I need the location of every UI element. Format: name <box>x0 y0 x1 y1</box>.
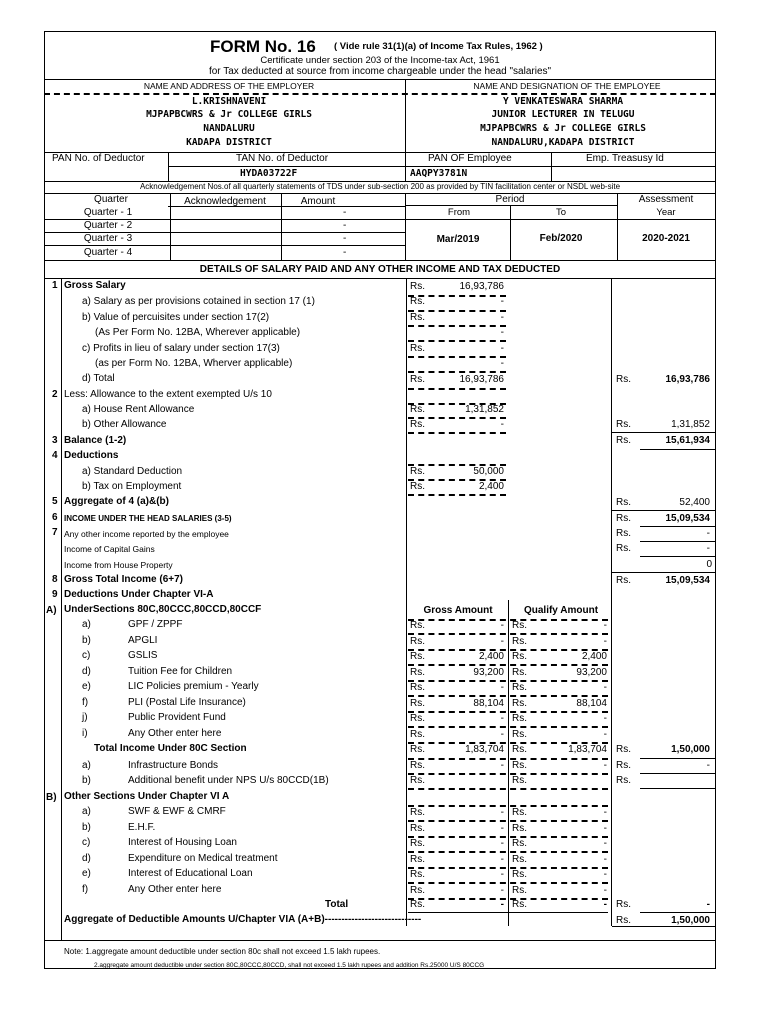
divider <box>44 193 716 194</box>
other-allowance-label: b) Other Allowance <box>82 419 167 430</box>
divider <box>281 193 282 260</box>
item-qualify: - <box>603 713 607 724</box>
item-label: Interest of Housing Loan <box>128 837 237 848</box>
aggregate-4-label: Aggregate of 4 (a)&(b) <box>64 496 169 507</box>
form-rule: ( Vide rule 31(1)(a) of Income Tax Rules, 1962 ) <box>334 41 543 52</box>
total-salary-value: 16,93,786 <box>665 374 710 385</box>
item-qualify: 88,104 <box>576 697 607 709</box>
divider <box>408 711 608 713</box>
row-number: 5 <box>52 496 58 507</box>
divider <box>715 556 716 572</box>
divider <box>640 541 716 542</box>
divider <box>510 205 511 260</box>
row-number: 7 <box>52 527 58 538</box>
divider <box>408 836 608 838</box>
deduction-line: for Tax deducted at source from income chargeable under the head "salaries" <box>208 66 552 77</box>
quarter-label: Quarter - 4 <box>83 247 133 258</box>
divider <box>408 403 506 405</box>
divider <box>408 758 608 760</box>
item-letter: a) <box>82 619 91 630</box>
quarter-amount: - <box>343 220 347 231</box>
rs-label: Rs. <box>616 497 631 508</box>
rs-label: Rs. <box>410 651 425 662</box>
rs-label: Rs. <box>410 682 425 693</box>
total-80c-gross: 1,83,704 <box>465 744 504 755</box>
total-80c-label: Total Income Under 80C Section <box>94 743 247 754</box>
section-letter: B) <box>46 792 57 803</box>
rs-label: Rs. <box>410 853 425 865</box>
divider <box>61 278 62 940</box>
rs-label: Rs. <box>512 884 527 896</box>
rs-label: Rs. <box>410 697 425 709</box>
divider <box>612 926 716 927</box>
house-property-label: Income from House Property <box>64 560 173 570</box>
rs-label: Rs. <box>616 435 631 446</box>
item-gross: 93,200 <box>473 666 504 678</box>
standard-deduction-value: 50,000 <box>473 466 504 477</box>
item-gross: - <box>500 884 504 896</box>
item-letter: b) <box>82 821 91 833</box>
rs-label: Rs. <box>512 807 527 818</box>
item-gross: - <box>500 713 504 724</box>
gross-total-income-value: 15,09,534 <box>665 575 710 586</box>
capital-gains-label: Income of Capital Gains <box>64 544 155 554</box>
item-qualify: - <box>603 822 607 834</box>
divider <box>168 152 169 182</box>
rs-label: Rs. <box>410 404 425 415</box>
col-assessment: Assessment <box>638 194 694 205</box>
item-letter: c) <box>82 650 91 661</box>
row-number: 9 <box>52 589 58 600</box>
item-gross: - <box>500 807 504 818</box>
salary-17-1-value: - <box>500 296 504 307</box>
divider <box>640 788 716 789</box>
divider <box>405 152 406 182</box>
rs-label: Rs. <box>410 419 425 430</box>
rs-label: Rs. <box>512 682 527 693</box>
item-letter: e) <box>82 868 91 879</box>
divider <box>640 773 716 774</box>
item-label: GSLIS <box>128 650 158 661</box>
profits-label: c) Profits in lieu of salary under section 17(3) <box>82 343 280 354</box>
rs-label: Rs. <box>512 728 527 740</box>
rs-label: Rs. <box>512 822 527 834</box>
divider <box>640 449 716 450</box>
rs-label: Rs. <box>410 899 425 910</box>
rs-label: Rs. <box>410 838 425 849</box>
divider <box>408 867 608 869</box>
divider <box>408 805 608 807</box>
divider <box>405 79 406 153</box>
rs-label: Rs. <box>410 728 425 740</box>
divider <box>44 245 405 246</box>
divider <box>44 260 716 261</box>
item-gross: - <box>500 853 504 865</box>
item-label: Public Provident Fund <box>128 712 226 723</box>
rs-label: Rs. <box>410 807 425 818</box>
quarter-label: Quarter - 3 <box>83 233 133 244</box>
item-gross: - <box>500 620 504 631</box>
employer-address-3: KADAPA DISTRICT <box>186 137 272 148</box>
note-2: 2.aggregate amount deductible under section 80C,80CCC,80CCD, shall not exceed 1.5 lakh rupees and addition Rs.25000 U/S 80CCG <box>94 962 485 969</box>
ack-note: Acknowledgement Nos.of all quarterly statements of TDS under sub-section 200 as provided by TIN facilitation center or NSDL web-site <box>139 182 621 191</box>
employer-address-1: MJPAPBCWRS & Jr COLLEGE GIRLS <box>146 109 312 120</box>
rs-label: Rs. <box>410 466 425 477</box>
item-qualify: 2,400 <box>581 651 607 662</box>
perquisites-label: b) Value of percuisites under section 17(2) <box>82 312 270 323</box>
rs-label: Rs. <box>616 543 631 554</box>
profits-note: (as per Form No. 12BA, Wherver applicable) <box>95 358 293 369</box>
divider <box>405 205 618 206</box>
divider <box>617 193 618 260</box>
aggregate-4-value: 52,400 <box>679 497 710 508</box>
item-qualify: - <box>603 853 607 865</box>
rs-label: Rs. <box>616 575 631 586</box>
infrastructure-bonds-qualify: - <box>603 760 607 771</box>
employee-address-1: MJPAPBCWRS & Jr COLLEGE GIRLS <box>480 123 646 134</box>
profits-value: - <box>500 343 504 354</box>
divider <box>408 340 506 342</box>
rs-label: Rs. <box>512 899 527 910</box>
gross-amount-heading: Gross Amount <box>423 605 493 616</box>
rs-label: Rs. <box>512 838 527 849</box>
divider <box>44 93 716 95</box>
item-letter: e) <box>82 681 91 692</box>
profits-note-value: - <box>500 358 504 369</box>
rs-label: Rs. <box>410 760 425 771</box>
divider <box>44 219 716 220</box>
rs-label: Rs. <box>512 697 527 709</box>
deductions-via-label: Deductions Under Chapter VI-A <box>64 589 214 600</box>
hra-value: 1,31,852 <box>465 404 504 415</box>
rs-label: Rs. <box>512 635 527 647</box>
quarter-label: Quarter - 2 <box>83 220 133 231</box>
employer-heading: NAME AND ADDRESS OF THE EMPLOYER <box>143 81 315 91</box>
divider <box>408 649 608 651</box>
item-qualify: - <box>603 635 607 647</box>
tan-deductor-label: TAN No. of Deductor <box>236 153 329 164</box>
divider <box>408 371 506 373</box>
item-label: LIC Policies premium - Yearly <box>128 681 259 692</box>
certificate-line: Certificate under section 203 of the Income-tax Act, 1961 <box>260 55 500 66</box>
hra-label: a) House Rent Allowance <box>82 404 195 415</box>
tan-deductor-value: HYDA03722F <box>240 168 298 179</box>
rs-label: Rs. <box>410 281 425 292</box>
gross-salary-value: 16,93,786 <box>459 281 504 292</box>
rs-label: Rs. <box>616 419 631 430</box>
col-period: Period <box>495 194 525 205</box>
rs-label: Rs. <box>616 899 631 910</box>
item-gross: - <box>500 822 504 834</box>
divider <box>611 278 612 926</box>
salary-17-1-label: a) Salary as per provisions cotained in section 17 (1) <box>82 296 315 307</box>
row-number: 8 <box>52 574 58 585</box>
item-label: PLI (Postal Life Insurance) <box>128 696 246 708</box>
col-year: Year <box>656 207 676 218</box>
divider <box>408 912 608 913</box>
rs-label: Rs. <box>512 760 527 771</box>
less-allowance-label: Less: Allowance to the extent exempted U/s 10 <box>64 389 272 400</box>
rs-label: Rs. <box>616 513 631 524</box>
total-80c-qualify: 1,83,704 <box>568 744 607 755</box>
item-gross: - <box>500 838 504 849</box>
item-letter: i) <box>82 727 88 739</box>
rs-label: Rs. <box>512 853 527 865</box>
item-label: Any Other enter here <box>128 727 222 739</box>
capital-gains-value: - <box>706 543 710 554</box>
row-number: 3 <box>52 435 58 446</box>
divider <box>168 166 716 167</box>
pan-deductor-label: PAN No. of Deductor <box>52 153 145 164</box>
divider <box>408 851 608 853</box>
rs-label: Rs. <box>512 744 527 755</box>
employer-address-2: NANDALURU <box>203 123 255 134</box>
item-letter: d) <box>82 665 91 677</box>
item-label: GPF / ZPPF <box>128 619 183 630</box>
item-letter: d) <box>82 852 91 864</box>
rs-label: Rs. <box>512 666 527 678</box>
standard-deduction-label: a) Standard Deduction <box>82 466 183 477</box>
divider <box>408 432 506 434</box>
other-total-qualify: - <box>603 899 607 910</box>
divider <box>408 494 506 496</box>
other-income-label: Any other income reported by the employee <box>64 529 229 539</box>
item-gross: - <box>500 869 504 880</box>
col-ack: Acknowledgement <box>184 196 266 207</box>
infrastructure-bonds-gross: - <box>500 760 504 771</box>
rs-label: Rs. <box>410 775 425 786</box>
item-label: APGLI <box>128 634 158 646</box>
item-qualify: - <box>603 620 607 631</box>
other-total-gross: - <box>500 899 504 910</box>
divider <box>408 788 608 790</box>
item-qualify: - <box>603 682 607 693</box>
rs-label: Rs. <box>512 869 527 880</box>
item-label: E.H.F. <box>128 821 156 833</box>
rs-label: Rs. <box>410 312 425 323</box>
item-qualify: - <box>603 869 607 880</box>
rs-label: Rs. <box>410 620 425 631</box>
item-qualify: 93,200 <box>576 666 607 678</box>
item-label: Tuition Fee for Children <box>128 665 233 677</box>
divider <box>406 278 407 926</box>
details-title: DETAILS OF SALARY PAID AND ANY OTHER INCOME AND TAX DEDUCTED <box>199 264 561 275</box>
divider <box>408 680 608 682</box>
row-number: 6 <box>52 512 58 523</box>
total-80c-final: 1,50,000 <box>671 744 710 755</box>
perquisites-note: (As Per Form No. 12BA, Wherever applicable) <box>95 327 301 338</box>
rs-label: Rs. <box>410 343 425 354</box>
other-total-label: Total <box>325 899 349 910</box>
divider <box>408 820 608 822</box>
income-salaries-label: INCOME UNDER THE HEAD SALARIES (3-5) <box>64 514 232 523</box>
row-number: 4 <box>52 450 58 461</box>
rs-label: Rs. <box>616 374 631 385</box>
tax-employment-label: b) Tax on Employment <box>82 481 182 492</box>
item-qualify: - <box>603 884 607 896</box>
divider <box>408 619 608 621</box>
rs-label: Rs. <box>616 915 631 926</box>
divider <box>640 526 716 527</box>
total-label: d) Total <box>82 373 115 384</box>
period-to: Feb/2020 <box>539 233 583 244</box>
rs-label: Rs. <box>616 775 631 786</box>
item-label: SWF & EWF & CMRF <box>128 806 226 817</box>
col-quarter: Quarter <box>94 194 128 205</box>
balance-label: Balance (1-2) <box>64 435 127 446</box>
rs-label: Rs. <box>616 744 631 755</box>
rs-label: Rs. <box>410 713 425 724</box>
divider <box>612 572 716 573</box>
rs-label: Rs. <box>410 296 425 307</box>
divider <box>408 726 608 728</box>
employee-designation: JUNIOR LECTURER IN TELUGU <box>491 109 635 120</box>
item-qualify: - <box>603 807 607 818</box>
total-value: 16,93,786 <box>459 374 504 385</box>
divider <box>408 325 506 327</box>
row-number: 2 <box>52 389 58 400</box>
item-gross: - <box>500 635 504 647</box>
other-income-value: - <box>706 528 710 539</box>
divider <box>408 388 506 390</box>
item-qualify: - <box>603 838 607 849</box>
quarter-amount: - <box>343 207 347 218</box>
rs-label: Rs. <box>410 481 425 492</box>
col-from: From <box>447 207 471 218</box>
pan-employee-value: AAQPY3781N <box>410 168 468 179</box>
rs-label: Rs. <box>410 884 425 896</box>
assessment-year: 2020-2021 <box>642 233 690 244</box>
item-letter: c) <box>82 837 91 848</box>
col-to: To <box>555 207 567 218</box>
treasury-label: Emp. Treasusy Id <box>586 153 664 164</box>
divider <box>44 79 716 80</box>
rs-label: Rs. <box>410 374 425 385</box>
divider <box>408 773 608 775</box>
form-title: FORM No. 16 <box>210 37 316 56</box>
note-1: Note: 1.aggregate amount deductible under section 80c shall not exceed 1.5 lakh rupees. <box>64 947 381 956</box>
sec80c-heading: UnderSections 80C,80CCC,80CCD,80CCF <box>64 604 262 615</box>
qualify-amount-heading: Qualify Amount <box>523 605 599 616</box>
infrastructure-bonds-label: Infrastructure Bonds <box>128 760 219 771</box>
house-property-value: 0 <box>706 559 712 570</box>
rs-label: Rs. <box>512 620 527 631</box>
pan-employee-label: PAN OF Employee <box>428 153 512 164</box>
item-letter: j) <box>82 712 88 723</box>
employee-address-2: NANDALURU,KADAPA DISTRICT <box>491 137 635 148</box>
divider <box>551 152 552 182</box>
item-gross: 88,104 <box>473 697 504 709</box>
divider <box>44 940 716 941</box>
col-amount: Amount <box>300 196 336 207</box>
gross-salary-label: Gross Salary <box>64 280 126 291</box>
rs-label: Rs. <box>512 775 527 786</box>
item-letter: b) <box>82 634 91 646</box>
rs-label: Rs. <box>512 651 527 662</box>
item-qualify: - <box>603 728 607 740</box>
divider <box>408 882 608 884</box>
rs-label: Rs. <box>616 528 631 539</box>
divider <box>612 432 716 433</box>
infrastructure-bonds-final: - <box>706 760 710 771</box>
income-salaries-value: 15,09,534 <box>665 513 710 524</box>
item-letter: f) <box>82 883 89 895</box>
item-gross: - <box>500 728 504 740</box>
section-letter: A) <box>46 605 57 616</box>
rs-label: Rs. <box>410 666 425 678</box>
quarter-label: Quarter - 1 <box>83 207 133 218</box>
item-letter: a) <box>82 760 91 771</box>
divider <box>408 898 608 900</box>
aggregate-value: 1,50,000 <box>671 915 710 926</box>
quarter-amount: - <box>343 233 347 244</box>
item-label: Any Other enter here <box>128 883 222 895</box>
item-letter: f) <box>82 696 89 708</box>
employee-heading: NAME AND DESIGNATION OF THE EMPLOYEE <box>473 81 661 91</box>
item-gross: - <box>500 682 504 693</box>
rs-label: Rs. <box>410 822 425 834</box>
perquisites-value: - <box>500 312 504 323</box>
gross-total-income-label: Gross Total Income (6+7) <box>64 574 184 585</box>
divider <box>405 193 406 260</box>
other-total-final: - <box>706 899 710 910</box>
divider <box>408 356 506 358</box>
divider <box>170 193 171 260</box>
tax-employment-value: 2,400 <box>478 481 504 492</box>
employee-name: Y VENKATESWARA SHARMA <box>502 96 624 107</box>
item-letter: b) <box>82 775 91 786</box>
perquisites-note-value: - <box>500 327 504 338</box>
item-gross: 2,400 <box>478 651 504 662</box>
other-sections-heading: Other Sections Under Chapter VI A <box>64 791 230 802</box>
row-number: 1 <box>52 280 58 291</box>
divider <box>640 556 716 557</box>
allowance-total-value: 1,31,852 <box>671 419 710 430</box>
aggregate-label: Aggregate of Deductible Amounts U/Chapter VIA (A+B)----------------------------- <box>64 914 422 925</box>
balance-value: 15,61,934 <box>665 435 710 446</box>
deductions-label: Deductions <box>64 450 119 461</box>
item-letter: a) <box>82 806 91 817</box>
rs-label: Rs. <box>410 635 425 647</box>
period-from: Mar/2019 <box>436 234 480 245</box>
rs-label: Rs. <box>616 760 631 771</box>
rs-label: Rs. <box>512 713 527 724</box>
item-label: Expenditure on Medical treatment <box>128 852 278 864</box>
divider <box>612 510 716 511</box>
divider <box>640 912 716 913</box>
divider <box>168 206 405 207</box>
divider <box>640 758 716 759</box>
rs-label: Rs. <box>410 744 425 755</box>
nps-label: Additional benefit under NPS U/s 80CCD(1B) <box>128 775 329 786</box>
item-label: Interest of Educational Loan <box>128 868 253 879</box>
divider <box>408 633 608 635</box>
employer-name: L.KRISHNAVENI <box>191 96 267 107</box>
other-allowance-value: - <box>500 419 504 430</box>
rs-label: Rs. <box>410 869 425 880</box>
divider <box>44 278 716 279</box>
quarter-amount: - <box>343 247 347 258</box>
